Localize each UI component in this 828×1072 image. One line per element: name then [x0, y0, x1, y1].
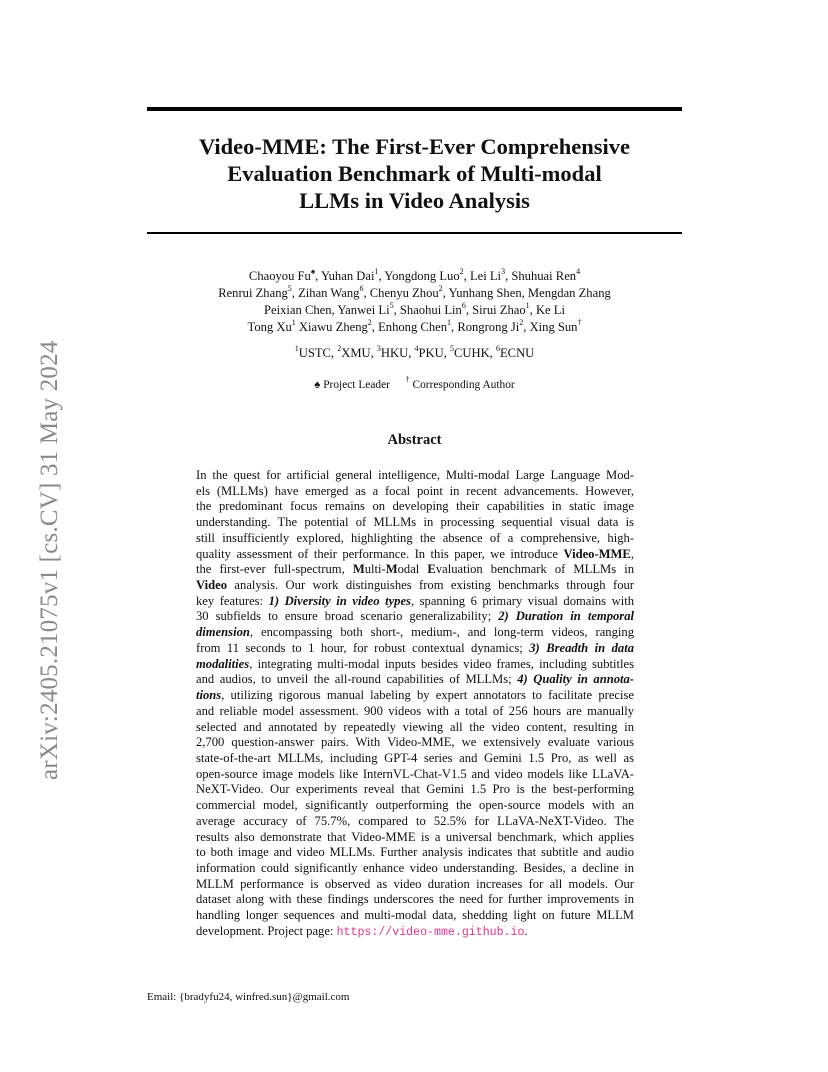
abstract-line [196, 625, 634, 641]
author-line [147, 302, 682, 319]
abstract-text: dataset along with these findings underscores the need for further improvements in [196, 892, 634, 907]
title-line: LLMs in Video Analysis [299, 188, 530, 213]
abstract-line [196, 657, 634, 673]
abstract-text: , spanning 6 primary visual domains with [410, 593, 634, 608]
abstract-text: ulti- [364, 562, 386, 577]
affiliation-number: 6 [495, 343, 500, 353]
project-leader-label: Project Leader [323, 379, 390, 391]
author-name: , Yuhan Dai [315, 269, 375, 283]
abstract-text: information could significantly enhance video understanding. Besides, a decline in [196, 860, 634, 875]
author-name: , Yunhang Shen, Mengdan Zhang [442, 286, 611, 300]
abstract-text: odal [397, 562, 428, 577]
abstract-text: , integrating multi-modal inputs besides video frames, including subtitles [249, 656, 634, 671]
author-affiliation-mark: 2 [459, 266, 464, 276]
abstract-text: . [524, 923, 528, 938]
abstract-bold: Video-MME [563, 546, 631, 561]
author-affiliation-mark: 6 [461, 300, 466, 310]
author-line [147, 268, 682, 285]
affiliation-name: USTC, [298, 346, 338, 360]
abstract-line [196, 515, 634, 531]
title-line: Video-MME: The First-Ever Comprehensive [199, 134, 630, 159]
abstract-text: and reliable model assessment. 900 videos with a total of 256 hours are manually [196, 703, 634, 718]
abstract-line [196, 468, 634, 484]
author-name: , Shuhuai Ren [505, 269, 577, 283]
email-footnote: Email: {bradyfu24, winfred.sun}@gmail.com [147, 991, 350, 1003]
abstract-line [196, 578, 634, 594]
abstract-line [196, 814, 634, 830]
affiliation-number: 1 [294, 343, 299, 353]
abstract-text: handling longer sequences and multi-modal data, shedding light on future MLLM [196, 908, 634, 923]
abstract-text: commercial model, significantly outperforming the open-source models with an [196, 798, 634, 813]
abstract-line [196, 688, 634, 704]
abstract-text: els (MLLMs) have emerged as a focal point in recent advancements. However, [196, 483, 634, 498]
affiliation-name: CUHK, [454, 346, 496, 360]
paper-title [147, 133, 682, 214]
author-affiliation-mark: 5 [287, 283, 292, 293]
author-affiliation-mark: 3 [501, 266, 506, 276]
abstract-text: to both image and video MLLMs. Further analysis indicates that subtitle and audio [196, 845, 634, 860]
abstract-text: the predominant focus remains on developing their capabilities in static image [196, 499, 634, 514]
abstract-text: MLLM performance is observed as video duration increases for all models. Our [196, 876, 634, 891]
author-name: , Xing Sun [523, 320, 578, 334]
abstract-body [196, 468, 634, 941]
author-name: , Lei Li [463, 269, 502, 283]
author-name: , Shaohui Lin [393, 303, 462, 317]
affiliation-name: ECNU [499, 346, 535, 360]
abstract-text: open-source image models like InternVL-Chat-V1.5 and video models like LLaVA- [196, 766, 634, 781]
abstract-text: understanding. The potential of MLLMs in processing sequential visual data is [196, 515, 634, 530]
abstract-text: , [630, 546, 634, 561]
abstract-line [196, 562, 634, 578]
affiliation-name: PKU, [418, 346, 450, 360]
author-name: Xiawu Zheng [295, 320, 368, 334]
abstract-bold: E [427, 562, 436, 577]
abstract-text: 30 subfields to ensure broad scenario generalizability; [196, 609, 499, 624]
abstract-text: the first-ever full-spectrum, [196, 562, 353, 577]
abstract-line [196, 877, 634, 893]
author-affiliation-mark: 4 [576, 266, 581, 276]
title-line: Evaluation Benchmark of Multi-modal [227, 161, 602, 186]
abstract-line [196, 704, 634, 720]
author-name: Peixian Chen, Yanwei Li [264, 303, 390, 317]
abstract-text: selected and annotated by repeatedly viewing all the video content, resulting in [196, 719, 634, 734]
abstract-text: average accuracy of 75.7%, compared to 52.5% for LLaVA-NeXT-Video. The [196, 813, 634, 828]
author-affiliation-mark: 2 [519, 317, 524, 327]
abstract-text: quality assessment of their performance. In this paper, we introduce [196, 546, 564, 561]
author-affiliation-mark: 6 [359, 283, 364, 293]
author-name: , Rongrong Ji [451, 320, 520, 334]
abstract-emphasis: 4) Quality in annota- [517, 672, 635, 687]
author-affiliation-mark: 1 [447, 317, 452, 327]
abstract-line [196, 861, 634, 877]
abstract-text: In the quest for artificial general intelligence, Multi-modal Large Language Mod- [196, 468, 634, 482]
author-affiliation-mark: 2 [367, 317, 372, 327]
abstract-text: and audios, to unveil the all-round capabilities of MLLMs; [196, 672, 518, 687]
abstract-emphasis: 2) Duration in temporal [498, 609, 634, 624]
abstract-emphasis: dimension [196, 625, 250, 640]
abstract-line [196, 641, 634, 657]
abstract-line [196, 484, 634, 500]
abstract-line [196, 924, 634, 941]
abstract-line [196, 499, 634, 515]
author-affiliation-mark: † [577, 317, 582, 327]
abstract-text: valuation benchmark of MLLMs in [435, 562, 635, 577]
title-bottom-rule [147, 232, 682, 234]
abstract-line [196, 735, 634, 751]
author-affiliation-mark: 2 [438, 283, 443, 293]
author-name: , Enhong Chen [371, 320, 448, 334]
author-name: , Chenyu Zhou [363, 286, 439, 300]
affiliation-number: 5 [450, 343, 454, 353]
abstract-line [196, 672, 634, 688]
abstract-line [196, 609, 634, 625]
author-name: Chaoyou Fu [248, 269, 311, 283]
abstract-text: , utilizing rigorous manual labeling by expert annotators to facilitate precise [221, 688, 634, 703]
project-leader-symbol: ♠ [314, 379, 321, 391]
abstract-text: still insufficiently explored, highlighting the absence of a comprehensive, high- [196, 530, 634, 545]
abstract-line [196, 830, 634, 846]
abstract-emphasis: modalities [196, 656, 250, 671]
author-name: Renrui Zhang [218, 286, 288, 300]
abstract-emphasis: 3) Breadth in data [529, 640, 634, 655]
abstract-text: development. Project page: [196, 923, 337, 938]
author-name: , Yongdong Luo [378, 269, 460, 283]
title-top-rule [147, 107, 682, 111]
abstract-line [196, 547, 634, 563]
abstract-line [196, 892, 634, 908]
author-name: , Ke Li [529, 303, 565, 317]
author-affiliation-mark: 1 [525, 300, 530, 310]
abstract-text: , encompassing both short-, medium-, and long-term videos, ranging [249, 625, 634, 640]
author-line [147, 319, 682, 336]
abstract-text: key features: [196, 593, 269, 608]
abstract-line [196, 845, 634, 861]
abstract-line [196, 531, 634, 547]
author-line [147, 285, 682, 302]
abstract-line [196, 798, 634, 814]
abstract-text: from 11 seconds to 1 hour, for robust contextual dynamics; [196, 640, 530, 655]
author-affiliation-mark: ♠ [310, 266, 316, 276]
author-affiliation-mark: 1 [374, 266, 379, 276]
corresponding-author-symbol: † [405, 375, 410, 385]
affiliation-name: XMU, [341, 346, 377, 360]
project-page-link[interactable]: https://video-mme.github.io [336, 925, 525, 939]
author-name: , Sirui Zhao [465, 303, 526, 317]
affiliation-number: 3 [376, 343, 381, 353]
abstract-line [196, 594, 634, 610]
abstract-bold: M [385, 562, 398, 577]
abstract-text: 2,700 question-answer pairs. With Video-MME, we extensively evaluate various [196, 735, 634, 750]
author-list [147, 268, 682, 336]
abstract-text: NeXT-Video. Our experiments reveal that Gemini 1.5 Pro is the best-performing [196, 782, 634, 797]
affiliation-name: HKU, [380, 346, 415, 360]
affiliation-number: 4 [414, 343, 419, 353]
abstract-text: state-of-the-art MLLMs, including GPT-4 series and Gemini 1.5 Pro, as well as [196, 750, 634, 765]
abstract-text: analysis. Our work distinguishes from existing benchmarks through four [227, 578, 634, 593]
abstract-emphasis: 1) Diversity in video types [268, 593, 411, 608]
author-name: , Zihan Wang [291, 286, 360, 300]
abstract-line [196, 751, 634, 767]
affiliation-list [147, 343, 682, 361]
abstract-bold: Video [196, 578, 228, 593]
arxiv-identifier-stamp: arXiv:2405.21075v1 [cs.CV] 31 May 2024 [36, 340, 63, 780]
abstract-heading: Abstract [387, 432, 442, 448]
abstract-text: results also demonstrate that Video-MME is a universal benchmark, which applies [196, 829, 634, 844]
author-roles-legend [147, 375, 682, 391]
author-name: Tong Xu [247, 320, 292, 334]
abstract-line [196, 767, 634, 783]
affiliation-number: 2 [337, 343, 342, 353]
abstract-line [196, 908, 634, 924]
author-affiliation-mark: 5 [389, 300, 394, 310]
abstract-line [196, 720, 634, 736]
abstract-emphasis: tions [196, 688, 222, 703]
author-affiliation-mark: 1 [291, 317, 296, 327]
corresponding-author-label: Corresponding Author [412, 379, 515, 391]
abstract-bold: M [352, 562, 365, 577]
abstract-line [196, 782, 634, 798]
